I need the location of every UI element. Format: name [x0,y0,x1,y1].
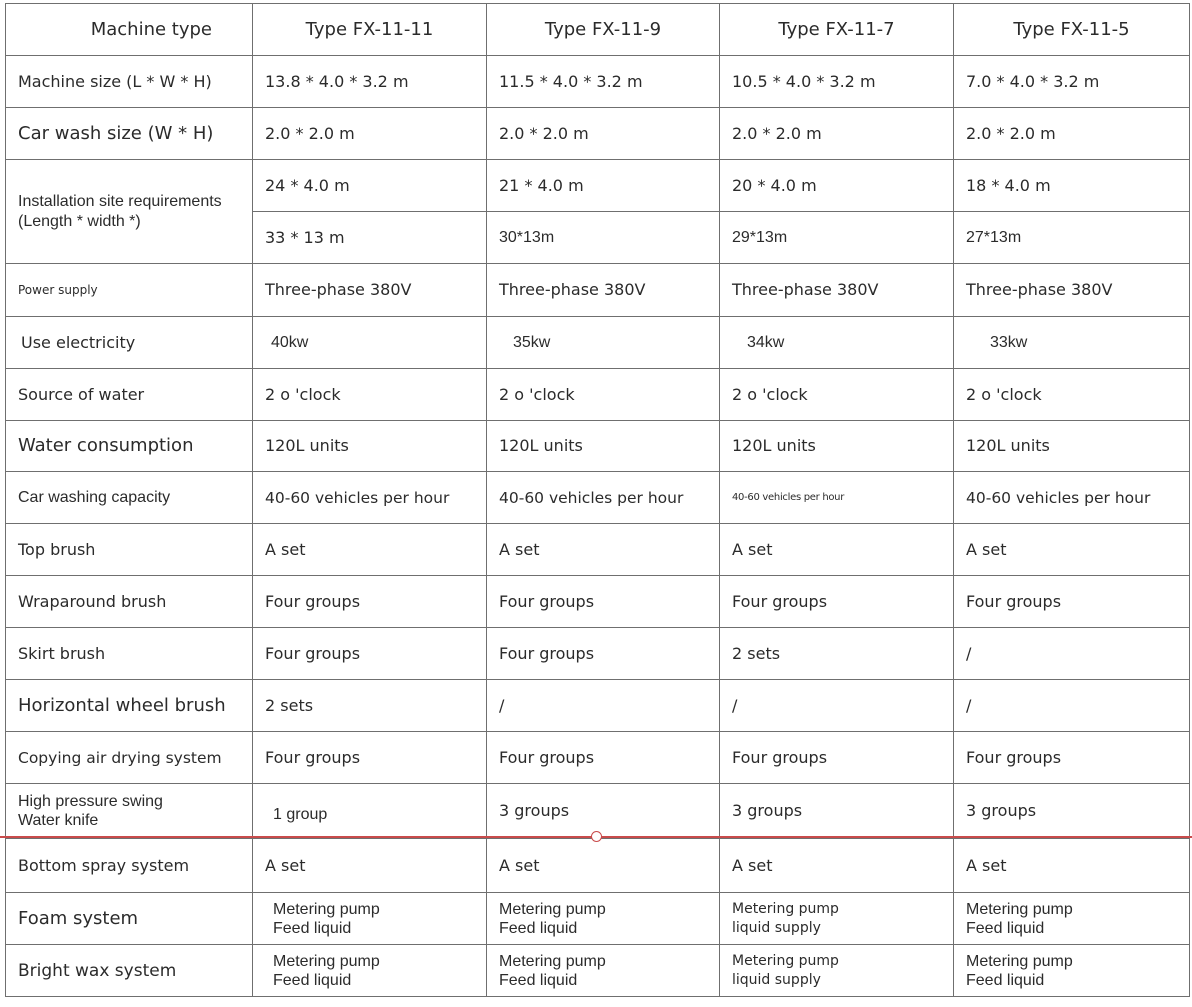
type-header: Type FX-11-5 [954,4,1190,56]
table-cell: 20 * 4.0 m [720,160,954,212]
table-cell: Metering pump Feed liquid [954,945,1190,997]
row-label: Power supply [6,264,253,317]
table-cell: 120L units [954,421,1190,472]
table-row [6,472,1190,524]
table-cell: 3 groups [954,784,1190,839]
table-cell: 40kw [253,317,487,369]
table-cell: Three-phase 380V [720,264,954,317]
table-cell: 40-60 vehicles per hour [720,472,954,524]
row-label: Machine size (L * W * H) [6,56,253,108]
table-cell: Four groups [253,576,487,628]
table-cell: Four groups [487,628,720,680]
table-cell: Four groups [487,732,720,784]
row-label: Skirt brush [6,628,253,680]
table-cell: 18 * 4.0 m [954,160,1190,212]
table-cell: 10.5 * 4.0 * 3.2 m [720,56,954,108]
table-row [6,56,1190,108]
table-cell: 35kw [487,317,720,369]
table-cell: 33 * 13 m [253,212,487,264]
row-label: Top brush [6,524,253,576]
table-cell: Metering pump Feed liquid [253,893,487,945]
table-row [6,160,1190,212]
table-cell: Metering pump liquid supply [720,893,954,945]
table-cell: Four groups [487,576,720,628]
table-cell: Metering pump liquid supply [720,945,954,997]
table-cell: A set [487,524,720,576]
table-cell: 40-60 vehicles per hour [253,472,487,524]
row-label: Foam system [6,893,253,945]
table-cell: A set [253,524,487,576]
table-cell: 120L units [487,421,720,472]
header-row [6,4,1190,56]
table-cell: Four groups [720,732,954,784]
row-label: Wraparound brush [6,576,253,628]
type-header: Type FX-11-11 [253,4,487,56]
row-label: Car washing capacity [6,472,253,524]
table-cell: 120L units [253,421,487,472]
table-cell: 2.0 * 2.0 m [253,108,487,160]
table-cell: Metering pump Feed liquid [253,945,487,997]
table-row [6,628,1190,680]
table-cell: / [954,628,1190,680]
table-cell: 7.0 * 4.0 * 3.2 m [954,56,1190,108]
row-label: Car wash size (W * H) [6,108,253,160]
table-row [6,421,1190,472]
table-cell: 24 * 4.0 m [253,160,487,212]
red-divider-handle [591,831,602,842]
row-label: High pressure swing Water knife [6,784,253,839]
table-row [6,576,1190,628]
table-row [6,524,1190,576]
table-cell: 2 o 'clock [720,369,954,421]
table-cell: 2.0 * 2.0 m [720,108,954,160]
table-row [6,893,1190,945]
table-cell: 40-60 vehicles per hour [487,472,720,524]
table-cell: A set [253,839,487,893]
table-cell: A set [720,839,954,893]
table-cell: 2 o 'clock [954,369,1190,421]
table-cell: A set [487,839,720,893]
table-cell: 34kw [720,317,954,369]
header-label: Machine type [6,4,253,56]
table-cell: 13.8 * 4.0 * 3.2 m [253,56,487,108]
table-cell: Four groups [720,576,954,628]
type-header: Type FX-11-7 [720,4,954,56]
table-cell: 2.0 * 2.0 m [487,108,720,160]
table-row [6,945,1190,997]
type-header: Type FX-11-9 [487,4,720,56]
table-cell: 21 * 4.0 m [487,160,720,212]
table-cell: / [487,680,720,732]
table-cell: 2 sets [720,628,954,680]
table-row [6,680,1190,732]
table-row [6,369,1190,421]
table-cell: A set [720,524,954,576]
table-cell: / [720,680,954,732]
table-cell: Metering pump Feed liquid [487,945,720,997]
table-cell: 33kw [954,317,1190,369]
table-cell: 27*13m [954,212,1190,264]
table-row [6,264,1190,317]
table-row [6,839,1190,893]
table-cell: 29*13m [720,212,954,264]
table-cell: Four groups [253,732,487,784]
spec-table [5,3,1190,997]
table-cell: Four groups [253,628,487,680]
table-cell: 1 group [253,784,487,839]
table-cell: 2 o 'clock [253,369,487,421]
table-cell: 2 sets [253,680,487,732]
table-cell: / [954,680,1190,732]
table-cell: 3 groups [720,784,954,839]
table-cell: A set [954,839,1190,893]
table-cell: Three-phase 380V [253,264,487,317]
table-cell: 11.5 * 4.0 * 3.2 m [487,56,720,108]
row-label: Bottom spray system [6,839,253,893]
row-label: Use electricity [6,317,253,369]
table-cell: Three-phase 380V [487,264,720,317]
table-cell: 3 groups [487,784,720,839]
table-cell: Metering pump Feed liquid [487,893,720,945]
table-row [6,108,1190,160]
table-cell: 40-60 vehicles per hour [954,472,1190,524]
table-cell: Four groups [954,732,1190,784]
table-cell: Metering pump Feed liquid [954,893,1190,945]
row-label: Bright wax system [6,945,253,997]
table-cell: Three-phase 380V [954,264,1190,317]
table-cell: 30*13m [487,212,720,264]
table-cell: 120L units [720,421,954,472]
table-cell: A set [954,524,1190,576]
row-label: Installation site requirements (Length * width *) [6,160,253,264]
row-label: Copying air drying system [6,732,253,784]
row-label: Horizontal wheel brush [6,680,253,732]
row-label: Source of water [6,369,253,421]
table-cell: 2 o 'clock [487,369,720,421]
table-row [6,732,1190,784]
row-label: Water consumption [6,421,253,472]
table-cell: 2.0 * 2.0 m [954,108,1190,160]
table-cell: Four groups [954,576,1190,628]
table-row [6,317,1190,369]
